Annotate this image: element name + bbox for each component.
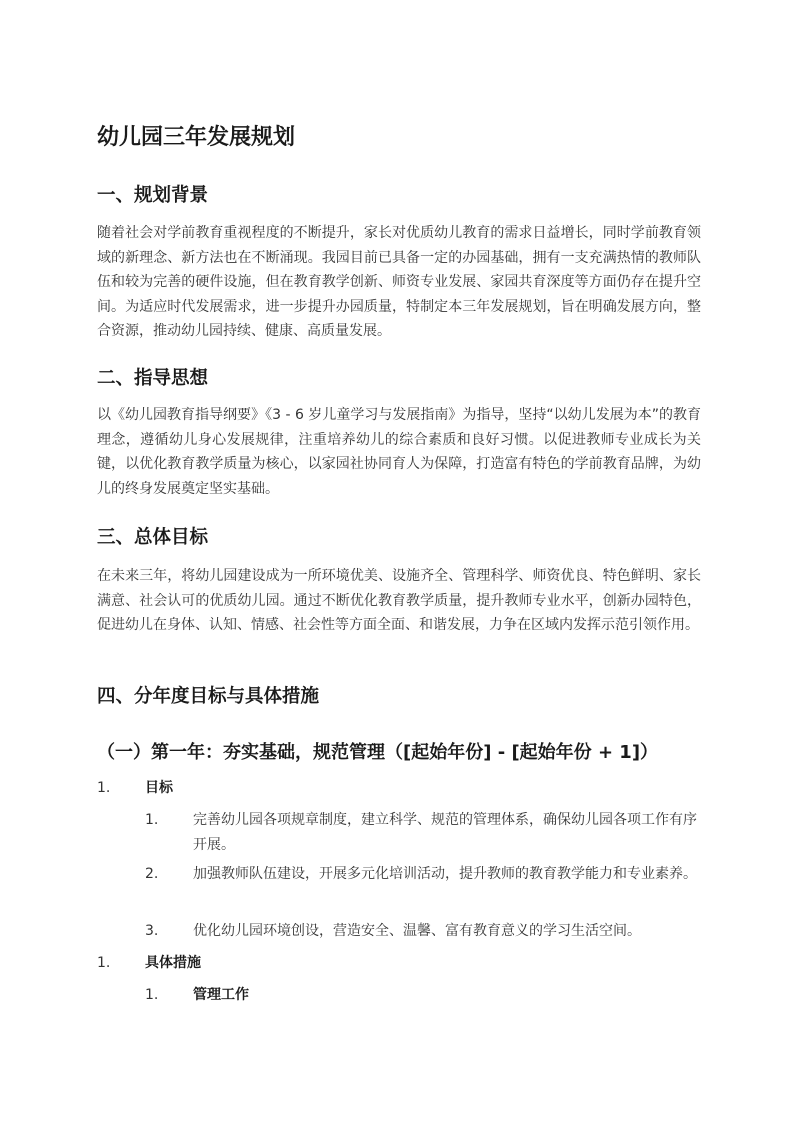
list-number: 2.: [145, 866, 159, 882]
list-number: 1.: [145, 987, 159, 1003]
list-number: 1.: [97, 780, 111, 796]
goal-item: 优化幼儿园环境创设，营造安全、温馨、富有教育意义的学习生活空间。: [193, 923, 641, 939]
document-title: 幼儿园三年发展规划: [97, 125, 296, 150]
section-body-background: 随着社会对学前教育重视程度的不断提升，家长对优质幼儿教育的需求日益增长，同时学前教育领域的新理念、新方法也在不断涌现。我园目前已具备一定的办园基础，拥有一支充满热情的教师队伍和较为完善的硬件设施，但在教育教学创新、师资专业发展、家园共育深度等方面仍存在提升空间。为适应时代发展需求，进一步提升办园质量，特制定本三年发展规划，旨在明确发展方向，整合资源，推动幼儿园持续、健康、高质量发展。: [97, 225, 701, 339]
section-heading-guiding-thought: 二、指导思想: [97, 368, 209, 389]
list-number: 1.: [145, 812, 159, 828]
measures-label: 具体措施: [145, 955, 201, 971]
goals-label: 目标: [145, 780, 173, 796]
section-body-overall-goals: 在未来三年，将幼儿园建设成为一所环境优美、设施齐全、管理科学、师资优良、特色鲜明、家长满意、社会认可的优质幼儿园。通过不断优化教育教学质量，提升教师专业水平，创新办园特色，促进幼儿在身体、认知、情感、社会性等方面全面、和谐发展，力争在区域内发挥示范引领作用。: [97, 568, 701, 633]
subsection-heading-year1: （一）第一年：夯实基础，规范管理（[起始年份] - [起始年份 + 1]）: [97, 742, 659, 763]
section-body-guiding-thought: 以《幼儿园教育指导纲要》《3 - 6 岁儿童学习与发展指南》为指导，坚持“以幼儿发展为本”的教育理念，遵循幼儿身心发展规律，注重培养幼儿的综合素质和良好习惯。以促进教师专业成长为关键，以优化教育教学质量为核心，以家园社协同育人为保障，打造富有特色的学前教育品牌，为幼儿的终身发展奠定坚实基础。: [97, 407, 701, 497]
goal-item: 加强教师队伍建设，开展多元化培训活动，提升教师的教育教学能力和专业素养。: [193, 866, 697, 882]
section-heading-overall-goals: 三、总体目标: [97, 527, 209, 548]
section-heading-background: 一、规划背景: [97, 185, 209, 206]
goal-item: 完善幼儿园各项规章制度，建立科学、规范的管理体系，确保幼儿园各项工作有序开展。: [193, 812, 697, 853]
list-number: 1.: [97, 955, 111, 971]
section-heading-yearly-goals: 四、分年度目标与具体措施: [97, 686, 320, 707]
measure-item-label: 管理工作: [193, 987, 249, 1003]
list-number: 3.: [145, 923, 159, 939]
